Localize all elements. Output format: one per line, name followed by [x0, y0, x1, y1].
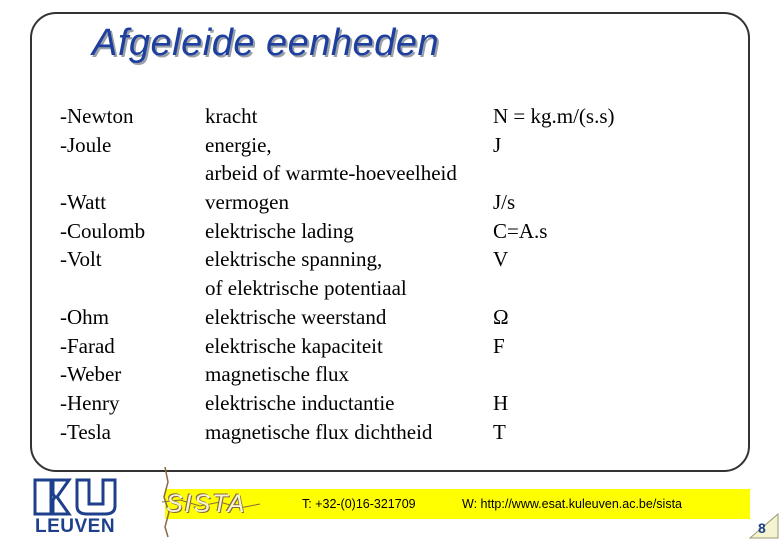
unit-quantity: vermogen — [205, 190, 289, 215]
unit-symbol: N = kg.m/(s.s) — [493, 104, 615, 128]
unit-name: -Tesla — [60, 419, 112, 444]
unit-quantity: arbeid of warmte-hoeveelheid — [205, 161, 457, 186]
unit-quantity: magnetische flux dichtheid — [205, 419, 433, 444]
unit-name: -Weber — [60, 362, 122, 387]
unit-symbol: Ω — [493, 304, 509, 329]
unit-symbol: T — [493, 419, 506, 444]
unit-name: -Watt — [60, 190, 107, 215]
unit-symbol: F — [493, 333, 505, 358]
unit-quantity: energie, — [205, 132, 272, 157]
unit-quantity: elektrische weerstand — [205, 304, 387, 329]
unit-symbol: J/s — [493, 190, 516, 215]
unit-name — [60, 159, 200, 188]
unit-names-column — [60, 102, 200, 446]
ku-logo-icon — [33, 478, 123, 518]
unit-symbol: C=A.s — [493, 218, 548, 243]
unit-symbol — [493, 159, 693, 188]
unit-quantity: of elektrische potentiaal — [205, 276, 407, 301]
unit-quantity: elektrische inductantie — [205, 390, 395, 415]
unit-name: -Volt — [60, 247, 102, 272]
university-name: LEUVEN — [35, 516, 116, 537]
unit-name: -Henry — [60, 390, 120, 415]
unit-quantity: elektrische kapaciteit — [205, 333, 383, 358]
unit-name: -Joule — [60, 132, 112, 157]
unit-quantity: elektrische spanning, — [205, 247, 383, 272]
unit-symbols-column — [493, 102, 693, 446]
unit-symbol: V — [493, 247, 509, 272]
unit-quantity: kracht — [205, 104, 258, 128]
unit-symbol: H — [493, 390, 509, 415]
footer-phone: T: +32-(0)16-321709 — [302, 497, 416, 511]
unit-symbol: J — [493, 132, 502, 157]
unit-symbol — [493, 360, 693, 389]
sista-label: SISTA — [166, 490, 247, 518]
slide-title: Afgeleide eenheden — [92, 22, 440, 64]
footer-web: W: http://www.esat.kuleuven.ac.be/sista — [462, 497, 683, 511]
unit-name: -Newton — [60, 104, 134, 128]
unit-symbol — [493, 274, 693, 303]
unit-quantity: magnetische flux — [205, 362, 350, 387]
quantities-column — [205, 102, 505, 446]
page-number: 8 — [758, 520, 766, 536]
unit-name: -Farad — [60, 333, 115, 358]
unit-name: -Ohm — [60, 304, 109, 329]
unit-name: -Coulomb — [60, 218, 146, 243]
unit-quantity: elektrische lading — [205, 218, 354, 243]
unit-name — [60, 274, 200, 303]
